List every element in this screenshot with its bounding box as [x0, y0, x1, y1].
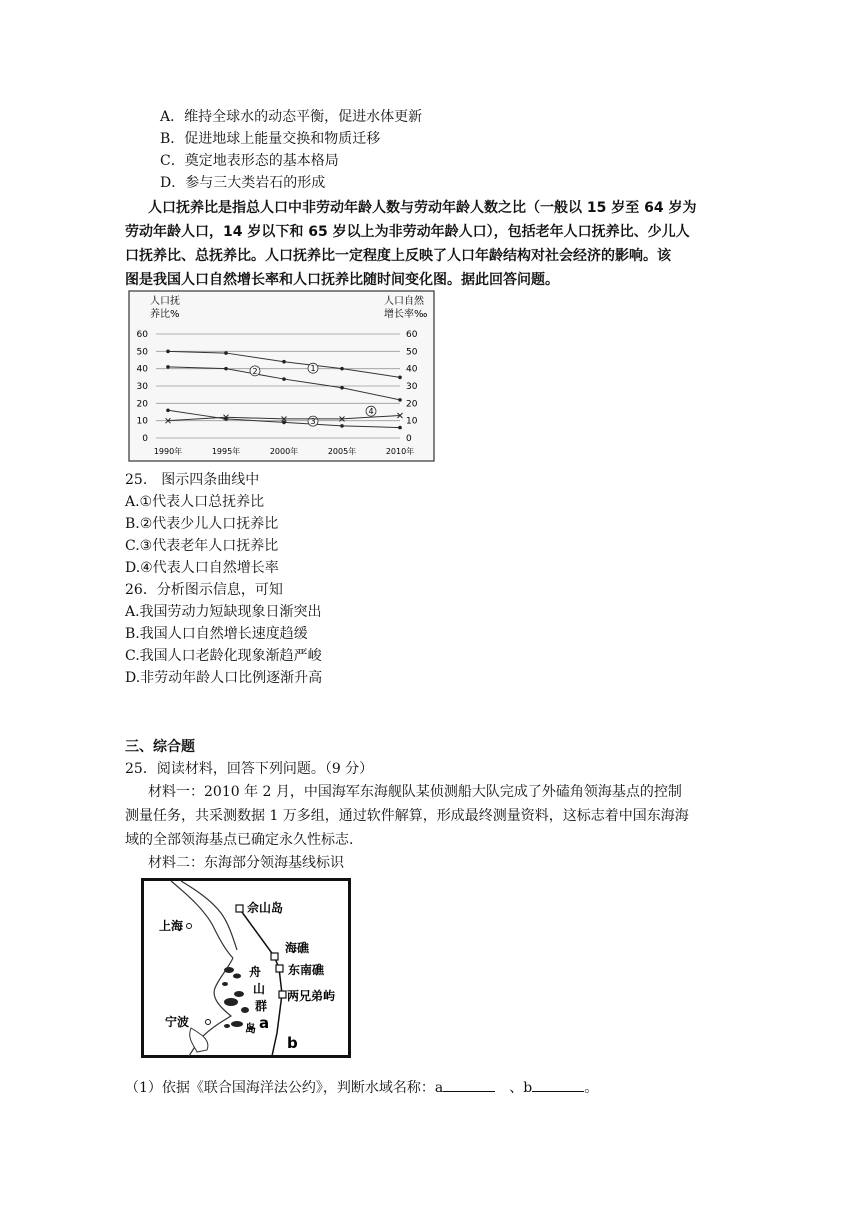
q25-option-d: D.④代表人口自然增长率 — [125, 560, 279, 576]
option-a: A．维持全球水的动态平衡，促进水体更新 — [160, 109, 423, 125]
material1-line-2: 测量任务，共采测数据 1 万多组，通过软件解算，形成最终测量资料，这标志着中国东海海 — [125, 808, 689, 824]
label-ningbo: 宁波 — [165, 1015, 190, 1029]
material2-title: 材料二：东海部分领海基线标识 — [148, 855, 344, 871]
left-tick-label: 10 — [136, 416, 148, 427]
series-point — [398, 376, 402, 380]
left-tick-label: 50 — [136, 347, 148, 358]
island — [224, 1024, 230, 1028]
q25-option-a: A.①代表人口总抚养比 — [125, 494, 265, 510]
right-tick-label: 40 — [406, 364, 418, 375]
series-label: 4 — [368, 407, 374, 417]
series-label: 3 — [310, 417, 316, 427]
label-haijiao: 海礁 — [285, 941, 310, 955]
option-b: B．促进地球上能量交换和物质迁移 — [160, 131, 381, 147]
right-tick-label: 50 — [406, 347, 418, 358]
section-title: 三、综合题 — [125, 739, 195, 755]
base-point-haijiao — [271, 953, 278, 960]
right-tick-label: 20 — [406, 399, 418, 410]
series-label: 1 — [310, 364, 316, 374]
label-dao: 岛 — [245, 1022, 256, 1035]
answer-blank-b[interactable] — [532, 1077, 584, 1092]
answer-blank-a[interactable] — [443, 1077, 495, 1092]
option-d: D．参与三大类岩石的形成 — [160, 175, 326, 191]
series-point — [282, 377, 286, 381]
sub-question-1 — [125, 1077, 598, 1098]
intro-line-2: 劳动年龄人口，14 岁以下和 65 岁以上为非劳动年龄人口），包括老年人口抚养比、少儿人 — [125, 224, 690, 240]
q25-option-b: B.②代表少儿人口抚养比 — [125, 516, 279, 532]
q26-stem: 26．分析图示信息，可知 — [125, 582, 283, 598]
label-sheshan: 佘山岛 — [247, 901, 284, 915]
series-point — [166, 350, 170, 354]
label-b: b — [287, 1034, 298, 1052]
label-shan: 山 — [253, 982, 266, 996]
left-tick-label: 60 — [136, 330, 148, 340]
x-tick-label: 2000年 — [269, 447, 299, 456]
sub1-end: 。 — [584, 1080, 599, 1096]
base-point-liangxiong — [279, 991, 286, 998]
option-c: C．奠定地表形态的基本格局 — [160, 153, 339, 169]
right-axis-label-2: 增长率‰ — [384, 309, 428, 320]
intro-line-4: 图是我国人口自然增长率和人口抚养比随时间变化图。据此回答问题。 — [125, 272, 559, 288]
series-label: 2 — [252, 366, 258, 376]
x-tick-label: 1995年 — [211, 447, 241, 456]
label-zhou: 舟 — [249, 965, 262, 979]
q25-option-c: C.③代表老年人口抚养比 — [125, 538, 279, 554]
island — [231, 1021, 243, 1027]
label-qun: 群 — [255, 999, 268, 1013]
q25-stem: 25. 图示四条曲线中 — [125, 472, 260, 488]
q26-option-b: B.我国人口自然增长速度趋缓 — [125, 626, 308, 642]
q26-option-d: D.非劳动年龄人口比例逐渐升高 — [125, 670, 323, 686]
x-tick-label: 2005年 — [327, 447, 357, 456]
sub1-mid: 、b — [509, 1080, 533, 1096]
series-point — [398, 426, 402, 430]
intro-line-1: 人口抚养比是指总人口中非劳动年龄人数与劳动年龄人数之比（一般以 15 岁至 64 岁为 — [148, 200, 697, 216]
series-point — [282, 421, 286, 425]
series-point — [166, 365, 170, 369]
base-point-sheshan — [236, 905, 243, 912]
right-tick-label: 30 — [406, 382, 418, 392]
island — [224, 967, 234, 973]
x-tick-label: 1990年 — [153, 447, 183, 456]
intro-line-3: 口抚养比、总抚养比。人口抚养比一定程度上反映了人口年龄结构对社会经济的影响。该 — [125, 248, 671, 264]
label-liangxiong: 两兄弟屿 — [287, 989, 336, 1003]
left-tick-label: 20 — [136, 399, 148, 410]
series-point — [224, 367, 228, 371]
island — [233, 974, 241, 979]
right-axis-label-1: 人口自然 — [384, 296, 424, 307]
label-a: a — [259, 1014, 270, 1032]
left-tick-label: 30 — [136, 382, 148, 392]
material1-line-3: 域的全部领海基点已确定永久性标志. — [125, 832, 354, 848]
east-sea-baseline-map — [141, 878, 351, 1058]
series-point — [282, 360, 286, 364]
series-point — [224, 351, 228, 355]
x-tick-label: 2010年 — [385, 447, 415, 456]
q25b-stem: 25．阅读材料，回答下列问题。（9 分） — [125, 761, 374, 777]
q26-option-c: C.我国人口老龄化现象渐趋严峻 — [125, 648, 322, 664]
label-shanghai: 上海 — [159, 919, 184, 933]
right-tick-label: 0 — [406, 434, 412, 444]
island — [222, 982, 228, 986]
label-dongnanjiao: 东南礁 — [288, 963, 325, 977]
left-tick-label: 0 — [142, 434, 148, 444]
material1-line-1: 材料一：2010 年 2 月，中国海军东海舰队某侦测船大队完成了外磕角领海基点的控制 — [148, 784, 682, 800]
left-axis-label-1: 人口抚 — [150, 296, 180, 307]
base-point-dongnanjiao — [276, 965, 283, 972]
right-tick-label: 10 — [406, 416, 418, 427]
left-tick-label: 40 — [136, 364, 148, 375]
left-axis-label-2: 养比% — [150, 309, 180, 320]
series-point — [340, 367, 344, 371]
series-point — [340, 386, 344, 390]
population-chart — [128, 290, 435, 462]
series-point — [166, 408, 170, 412]
right-tick-label: 60 — [406, 330, 418, 340]
sub1-prefix: （1）依据《联合国海洋法公约》，判断水域名称：a — [125, 1080, 444, 1096]
series-point — [398, 398, 402, 402]
q26-option-a: A.我国劳动力短缺现象日渐突出 — [125, 604, 322, 620]
series-point — [340, 424, 344, 428]
island — [224, 998, 238, 1006]
island — [234, 991, 244, 997]
island — [241, 1007, 249, 1013]
